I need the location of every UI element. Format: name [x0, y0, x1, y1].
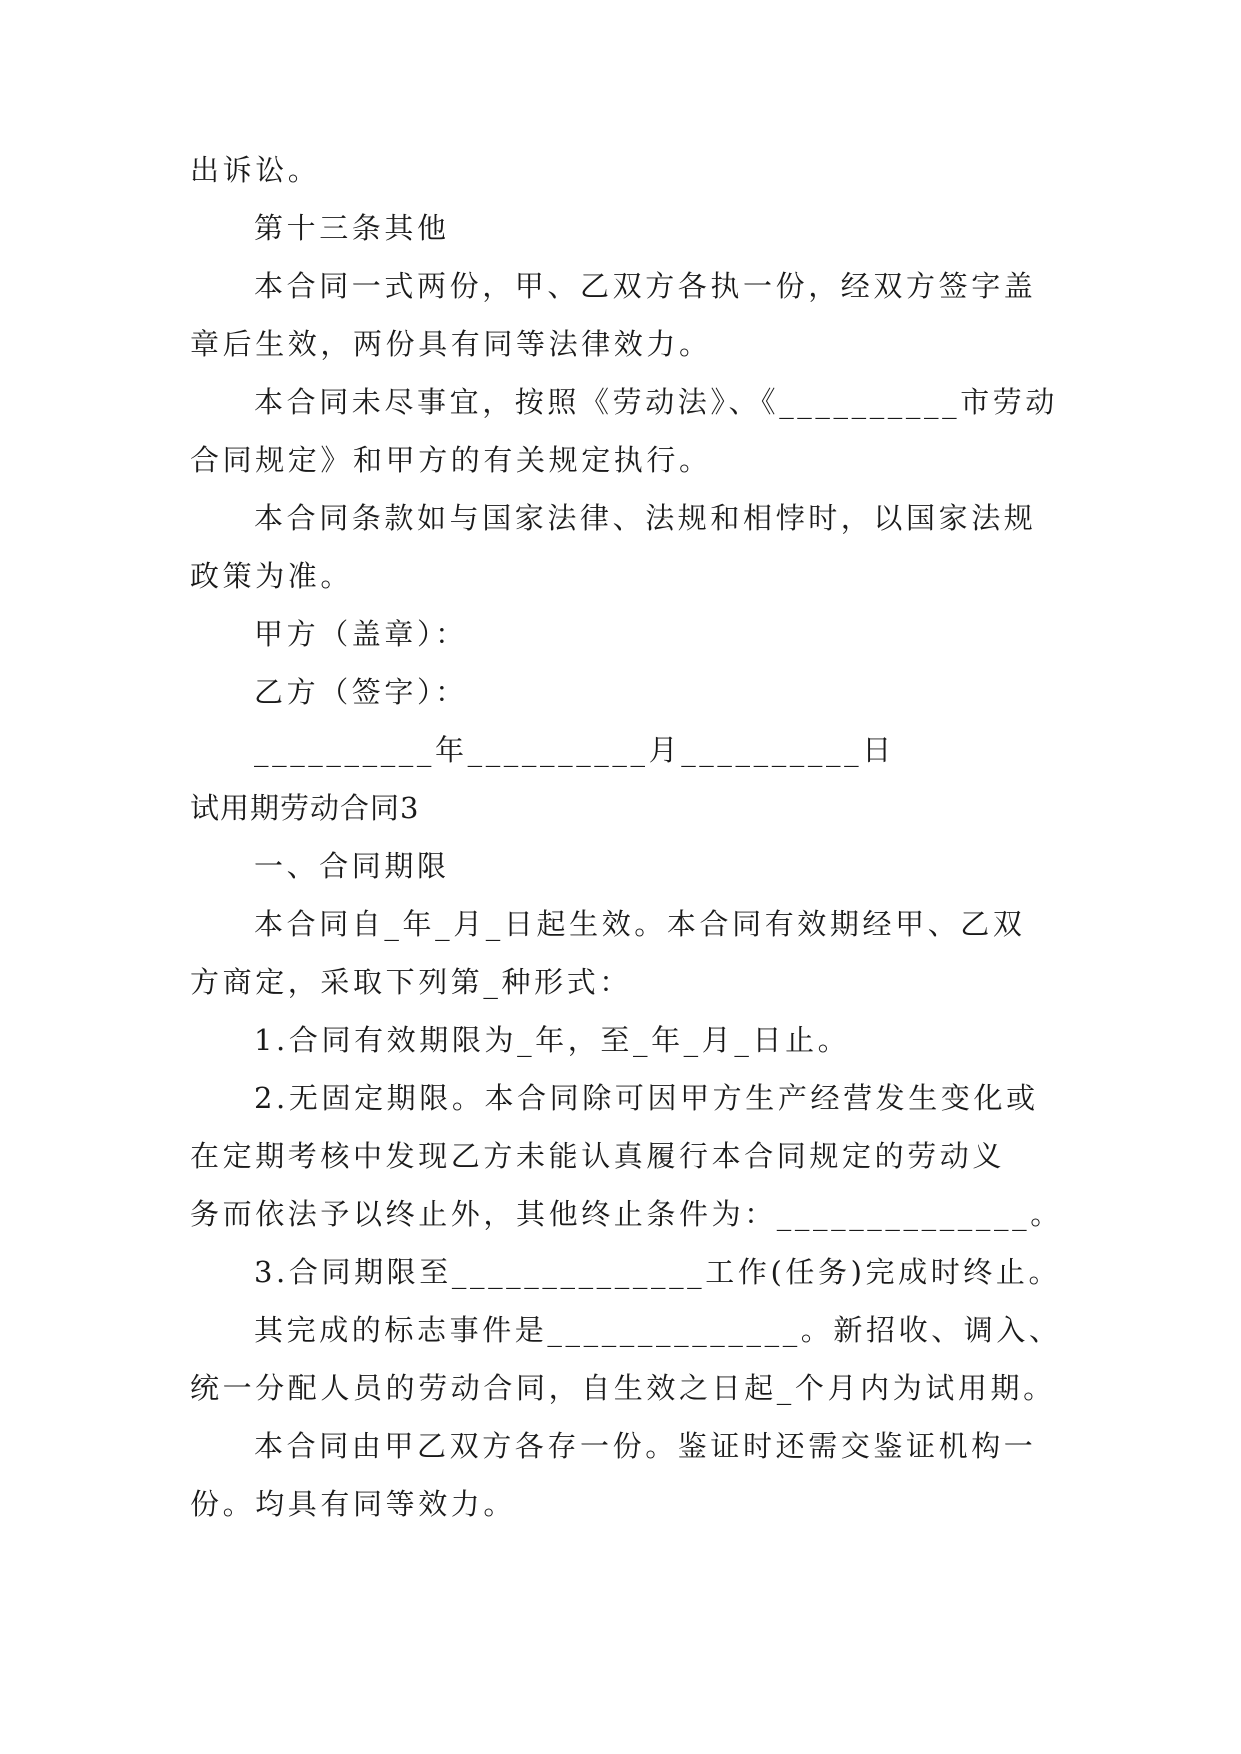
text-line: 1.合同有效期限为_年，至_年_月_日止。	[254, 1023, 851, 1057]
text-line: 份。均具有同等效力。	[190, 1487, 517, 1521]
text-line: 在定期考核中发现乙方未能认真履行本合同规定的劳动义	[190, 1139, 1006, 1173]
text-line: 2.无固定期限。本合同除可因甲方生产经营发生变化或	[254, 1081, 1039, 1115]
document-title: 试用期劳动合同3	[190, 791, 420, 825]
section-heading: 第十三条其他	[254, 211, 450, 245]
text-line: 方商定，采取下列第_种形式：	[190, 965, 632, 999]
text-line: 本合同未尽事宜，按照《劳动法》、《__________市劳动	[254, 385, 1059, 419]
text-line: 政策为准。	[190, 559, 354, 593]
text-line: 3.合同期限至______________工作(任务)完成时终止。	[254, 1255, 1062, 1289]
text-line: 本合同自_年_月_日起生效。本合同有效期经甲、乙双	[254, 907, 1026, 941]
text-line: 其完成的标志事件是______________。新招收、调入、	[254, 1313, 1062, 1347]
text-line: 合同规定》和甲方的有关规定执行。	[190, 443, 712, 477]
text-line: 出诉讼。	[190, 153, 321, 187]
text-line: 本合同由甲乙双方各存一份。鉴证时还需交鉴证机构一	[254, 1429, 1037, 1463]
party-b-signature-line: 乙方（签字）：	[254, 675, 468, 709]
party-a-signature-line: 甲方（盖章）：	[254, 617, 468, 651]
text-line: 统一分配人员的劳动合同，自生效之日起_个月内为试用期。	[190, 1371, 1056, 1405]
text-line: 本合同条款如与国家法律、法规和相悖时，以国家法规	[254, 501, 1037, 535]
text-line: 本合同一式两份，甲、乙双方各执一份，经双方签字盖	[254, 269, 1037, 303]
section-heading: 一、合同期限	[254, 849, 450, 883]
text-line: 章后生效，两份具有同等法律效力。	[190, 327, 712, 361]
date-line: __________年__________月__________日	[254, 733, 895, 767]
text-line: 务而依法予以终止外，其他终止条件为：______________。	[190, 1197, 1063, 1231]
